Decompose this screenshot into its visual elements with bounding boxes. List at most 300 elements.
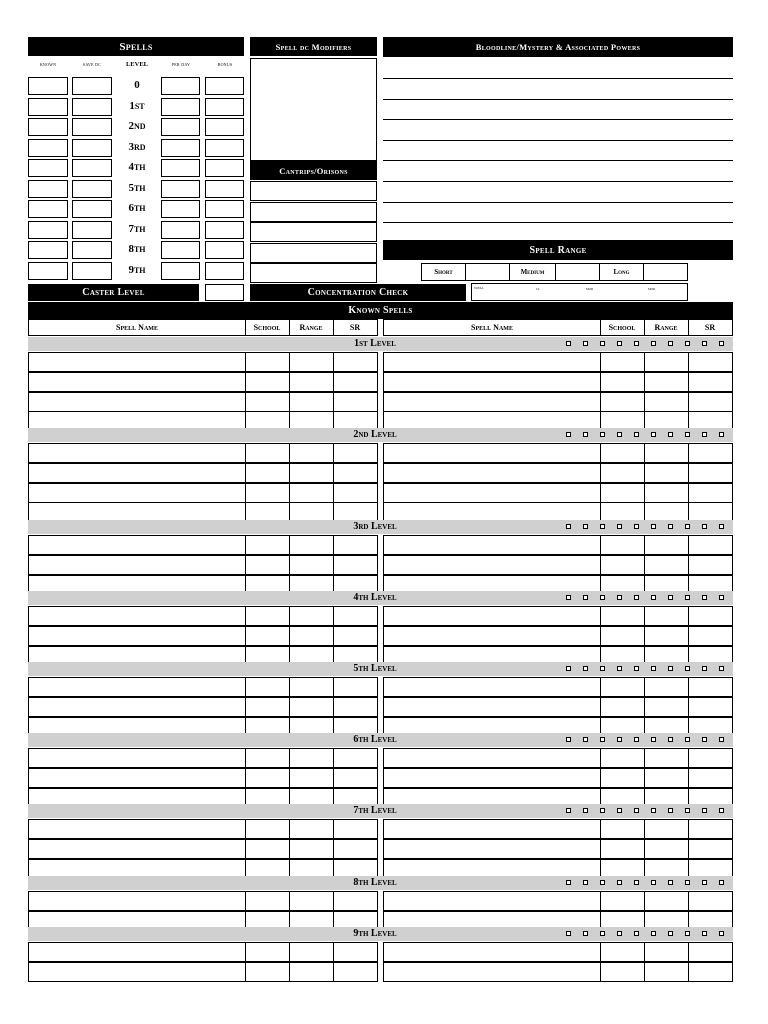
cell-divider	[245, 698, 246, 716]
spell-slot-checkbox[interactable]	[719, 524, 724, 529]
per-day-field[interactable]	[161, 262, 200, 280]
cantrip-row[interactable]	[250, 181, 377, 201]
bloodline-header	[383, 37, 733, 57]
cell-divider	[333, 353, 334, 371]
cell-divider	[600, 840, 601, 858]
spell-slot-checkbox[interactable]	[600, 880, 605, 885]
spell-slot-checkbox[interactable]	[668, 737, 673, 742]
known-spell-row-right[interactable]	[383, 443, 733, 463]
spell-dc-modifiers-title: Spell dc Modifiers	[275, 41, 352, 52]
spell-slot-checkbox[interactable]	[651, 931, 656, 936]
cantrip-row[interactable]	[250, 243, 377, 263]
spell-slot-checkbox[interactable]	[634, 880, 639, 885]
spell-slot-checkbox[interactable]	[600, 808, 605, 813]
cell-divider	[245, 503, 246, 521]
spell-slot-checkbox[interactable]	[668, 341, 673, 346]
known-spell-row-right[interactable]	[383, 891, 733, 911]
cell-divider	[688, 749, 689, 767]
cell-divider	[289, 678, 290, 696]
spell-slot-checkbox[interactable]	[566, 737, 571, 742]
cell-divider	[289, 698, 290, 716]
spell-slot-checkbox[interactable]	[719, 808, 724, 813]
cell-divider	[644, 943, 645, 961]
spell-slot-checkbox[interactable]	[617, 880, 622, 885]
save-dc-field[interactable]	[72, 98, 112, 116]
known-spell-row-left[interactable]	[28, 443, 378, 463]
right-column-header-row	[383, 319, 733, 336]
cell-divider	[600, 373, 601, 391]
cantrip-row[interactable]	[250, 222, 377, 242]
bloodline-line[interactable]	[383, 202, 733, 203]
cell-divider	[289, 484, 290, 502]
spell-level-label: 0	[134, 79, 140, 91]
known-spell-row-left[interactable]	[28, 535, 378, 555]
known-spell-row-left[interactable]	[28, 839, 378, 859]
spell-slot-checkbox[interactable]	[685, 808, 690, 813]
save-dc-field[interactable]	[72, 159, 112, 177]
bloodline-line[interactable]	[383, 140, 733, 141]
known-spell-row-left[interactable]	[28, 891, 378, 911]
cell-divider	[600, 698, 601, 716]
cell-divider	[333, 678, 334, 696]
bloodline-line[interactable]	[383, 78, 733, 79]
cell-divider	[600, 627, 601, 645]
spell-slot-checkbox[interactable]	[617, 595, 622, 600]
spell-slot-checkbox[interactable]	[634, 808, 639, 813]
cell-divider	[333, 503, 334, 521]
spell-slot-checkbox[interactable]	[668, 524, 673, 529]
spell-slot-checkbox[interactable]	[617, 666, 622, 671]
spell-slot-checkbox[interactable]	[719, 432, 724, 437]
spell-slot-checkbox[interactable]	[668, 931, 673, 936]
known-spells-title: Known Spells	[348, 305, 413, 316]
bonus-field[interactable]	[205, 159, 244, 177]
known-spells-header	[28, 302, 733, 319]
spell-slot-checkbox[interactable]	[566, 808, 571, 813]
spell-slot-checkbox[interactable]	[566, 524, 571, 529]
spell-slot-checkbox[interactable]	[719, 341, 724, 346]
cell-divider	[688, 860, 689, 878]
cell-divider	[644, 769, 645, 787]
known-spell-row-left[interactable]	[28, 942, 378, 962]
spell-slot-checkbox[interactable]	[702, 880, 707, 885]
spell-level-label: 2nd	[128, 120, 146, 132]
spell-slot-checkbox[interactable]	[702, 666, 707, 671]
cell-divider	[289, 556, 290, 574]
cell-divider	[289, 820, 290, 838]
spell-slot-checkbox[interactable]	[685, 595, 690, 600]
cell-divider	[289, 393, 290, 411]
range-short-field[interactable]	[465, 263, 510, 281]
cell-divider	[600, 464, 601, 482]
spell-level-label: 3rd	[128, 140, 146, 153]
spell-slot-checkbox[interactable]	[685, 341, 690, 346]
known-spell-row-left[interactable]	[28, 677, 378, 697]
cell-divider	[688, 769, 689, 787]
cell-divider	[245, 963, 246, 981]
cell-divider	[688, 698, 689, 716]
spell-range-title: Spell Range	[529, 244, 587, 256]
cell-divider	[600, 892, 601, 910]
spell-slot-checkbox[interactable]	[634, 432, 639, 437]
cell-divider	[245, 536, 246, 554]
cell-divider	[245, 943, 246, 961]
known-spell-row-left[interactable]	[28, 463, 378, 483]
spell-slot-checkbox[interactable]	[634, 666, 639, 671]
cell-divider	[644, 678, 645, 696]
spell-level-section-label: 9th Level	[353, 928, 397, 939]
spell-dc-modifiers-header	[250, 37, 377, 56]
known-spell-row-left[interactable]	[28, 626, 378, 646]
cell-divider	[644, 607, 645, 625]
known-spell-row-left[interactable]	[28, 555, 378, 575]
cell-divider	[644, 353, 645, 371]
caster-level-field[interactable]	[205, 284, 244, 301]
save-dc-field[interactable]	[72, 139, 112, 157]
bloodline-line[interactable]	[383, 222, 733, 223]
spell-slot-checkbox[interactable]	[583, 880, 588, 885]
cell-divider	[333, 963, 334, 981]
save-dc-field[interactable]	[72, 118, 112, 136]
spell-slot-checkbox[interactable]	[583, 737, 588, 742]
spell-slot-checkbox[interactable]	[719, 666, 724, 671]
known-field[interactable]	[28, 180, 68, 198]
known-field[interactable]	[28, 139, 68, 157]
spell-slot-checkbox[interactable]	[702, 737, 707, 742]
spell-slot-checkbox[interactable]	[566, 666, 571, 671]
spell-level-section-label: 3rd Level	[353, 521, 397, 532]
left-range-header: Range	[299, 323, 323, 332]
bonus-field[interactable]	[205, 180, 244, 198]
known-spell-row-right[interactable]	[383, 962, 733, 982]
known-field[interactable]	[28, 262, 68, 280]
spell-dc-modifiers-field[interactable]	[250, 58, 377, 161]
spell-slot-checkbox[interactable]	[583, 341, 588, 346]
concentration-total: total	[474, 285, 484, 290]
bonus-field[interactable]	[205, 98, 244, 116]
known-field[interactable]	[28, 200, 68, 218]
known-spells-column-headers	[28, 319, 733, 336]
spell-slot-checkbox[interactable]	[719, 737, 724, 742]
known-field[interactable]	[28, 98, 68, 116]
spell-slot-checkbox[interactable]	[600, 737, 605, 742]
bonus-field[interactable]	[205, 77, 244, 95]
spell-slot-checkbox[interactable]	[651, 737, 656, 742]
spell-slot-checkbox[interactable]	[668, 808, 673, 813]
spell-slot-checkbox[interactable]	[583, 666, 588, 671]
spell-slot-checkbox[interactable]	[583, 595, 588, 600]
known-spell-row-right[interactable]	[383, 392, 733, 412]
cantrip-row[interactable]	[250, 263, 377, 283]
known-spell-row-right[interactable]	[383, 372, 733, 392]
spell-slot-checkbox[interactable]	[600, 432, 605, 437]
left-sr-header: SR	[349, 323, 361, 332]
cell-divider	[245, 484, 246, 502]
spell-slot-checkbox[interactable]	[685, 931, 690, 936]
spell-slot-checkbox[interactable]	[617, 432, 622, 437]
spell-slot-checkbox[interactable]	[634, 524, 639, 529]
cell-divider	[333, 484, 334, 502]
cell-divider	[600, 860, 601, 878]
cell-divider	[688, 607, 689, 625]
spell-slot-checkbox[interactable]	[651, 524, 656, 529]
cell-divider	[644, 503, 645, 521]
known-spell-row-left[interactable]	[28, 352, 378, 372]
cell-divider	[600, 444, 601, 462]
cell-divider	[644, 484, 645, 502]
spell-slot-checkbox[interactable]	[702, 432, 707, 437]
spell-range-header	[383, 240, 733, 260]
cell-divider	[644, 749, 645, 767]
cell-divider	[644, 536, 645, 554]
cell-divider	[289, 464, 290, 482]
spell-slot-checkbox[interactable]	[702, 808, 707, 813]
known-spell-row-left[interactable]	[28, 606, 378, 626]
bloodline-line[interactable]	[383, 181, 733, 182]
range-long-field[interactable]	[643, 263, 688, 281]
bonus-field[interactable]	[205, 139, 244, 157]
spell-slot-checkbox[interactable]	[617, 341, 622, 346]
known-spell-row-right[interactable]	[383, 535, 733, 555]
left-school-header: School	[253, 323, 281, 332]
cell-divider	[600, 678, 601, 696]
spell-slot-checkbox[interactable]	[634, 737, 639, 742]
cell-divider	[289, 963, 290, 981]
spell-slot-checkbox[interactable]	[583, 808, 588, 813]
cell-divider	[688, 536, 689, 554]
known-field[interactable]	[28, 77, 68, 95]
cell-divider	[289, 607, 290, 625]
cell-divider	[644, 860, 645, 878]
known-spell-row-right[interactable]	[383, 697, 733, 717]
spell-slot-checkbox[interactable]	[566, 931, 571, 936]
right-spell-name-header: Spell Name	[471, 323, 513, 332]
known-spell-row-left[interactable]	[28, 372, 378, 392]
spell-level-section-label: 6th Level	[353, 734, 397, 745]
spell-slot-checkbox[interactable]	[668, 666, 673, 671]
cell-divider	[333, 749, 334, 767]
bonus-field[interactable]	[205, 262, 244, 280]
cell-divider	[333, 698, 334, 716]
known-spell-row-right[interactable]	[383, 483, 733, 503]
spell-slot-checkbox[interactable]	[702, 341, 707, 346]
cell-divider	[644, 698, 645, 716]
known-spell-row-left[interactable]	[28, 819, 378, 839]
spell-slot-checkbox[interactable]	[617, 524, 622, 529]
cell-divider	[289, 840, 290, 858]
spell-slot-checkbox[interactable]	[600, 666, 605, 671]
spell-slot-checkbox[interactable]	[566, 432, 571, 437]
spell-slot-checkbox[interactable]	[719, 880, 724, 885]
cell-divider	[688, 943, 689, 961]
cell-divider	[289, 373, 290, 391]
per-day-field[interactable]	[161, 77, 200, 95]
known-field[interactable]	[28, 221, 68, 239]
cell-divider	[333, 769, 334, 787]
cell-divider	[688, 444, 689, 462]
known-spell-row-right[interactable]	[383, 768, 733, 788]
cell-divider	[333, 840, 334, 858]
bonus-field[interactable]	[205, 241, 244, 259]
spell-slot-checkbox[interactable]	[566, 341, 571, 346]
cell-divider	[245, 353, 246, 371]
spell-slot-checkbox[interactable]	[719, 931, 724, 936]
caster-level-text: Caster Level	[82, 287, 145, 298]
known-spell-row-right[interactable]	[383, 626, 733, 646]
cell-divider	[289, 627, 290, 645]
known-field[interactable]	[28, 118, 68, 136]
known-spell-row-left[interactable]	[28, 483, 378, 503]
spell-slot-checkbox[interactable]	[702, 595, 707, 600]
spell-level-label: 4th	[128, 161, 146, 173]
per-day-field[interactable]	[161, 200, 200, 218]
bloodline-line[interactable]	[383, 99, 733, 100]
col-bonus-label: bonus	[217, 63, 233, 68]
known-spell-row-left[interactable]	[28, 748, 378, 768]
spells-title: Spells	[119, 40, 153, 53]
cell-divider	[600, 607, 601, 625]
cell-divider	[289, 860, 290, 878]
per-day-field[interactable]	[161, 139, 200, 157]
spell-slot-checkbox[interactable]	[634, 931, 639, 936]
cell-divider	[644, 556, 645, 574]
caster-level-label	[28, 284, 199, 301]
spell-slot-checkbox[interactable]	[600, 341, 605, 346]
cell-divider	[600, 353, 601, 371]
known-spell-row-right[interactable]	[383, 606, 733, 626]
spell-slot-checkbox[interactable]	[583, 524, 588, 529]
spell-slot-checkbox[interactable]	[651, 595, 656, 600]
per-day-field[interactable]	[161, 118, 200, 136]
save-dc-field[interactable]	[72, 180, 112, 198]
cell-divider	[600, 536, 601, 554]
save-dc-field[interactable]	[72, 77, 112, 95]
cell-divider	[688, 627, 689, 645]
spell-slot-checkbox[interactable]	[600, 524, 605, 529]
save-dc-field[interactable]	[72, 241, 112, 259]
cell-divider	[600, 749, 601, 767]
spell-slot-checkbox[interactable]	[583, 931, 588, 936]
cell-divider	[688, 963, 689, 981]
cell-divider	[333, 464, 334, 482]
known-spell-row-left[interactable]	[28, 392, 378, 412]
spell-slot-checkbox[interactable]	[685, 880, 690, 885]
cell-divider	[600, 484, 601, 502]
known-spell-row-right[interactable]	[383, 748, 733, 768]
spell-level-label: 8th	[128, 243, 146, 255]
known-spell-row-left[interactable]	[28, 768, 378, 788]
spell-level-section-label: 1st Level	[354, 338, 396, 349]
spell-slot-checkbox[interactable]	[651, 666, 656, 671]
spell-slot-checkbox[interactable]	[702, 931, 707, 936]
cell-divider	[245, 627, 246, 645]
save-dc-field[interactable]	[72, 262, 112, 280]
bloodline-line[interactable]	[383, 119, 733, 120]
spell-slot-checkbox[interactable]	[668, 880, 673, 885]
spell-slot-checkbox[interactable]	[634, 341, 639, 346]
spell-slot-checkbox[interactable]	[651, 341, 656, 346]
bonus-field[interactable]	[205, 221, 244, 239]
spell-slot-checkbox[interactable]	[685, 432, 690, 437]
spell-slot-checkbox[interactable]	[685, 737, 690, 742]
known-spell-row-right[interactable]	[383, 677, 733, 697]
spell-slot-checkbox[interactable]	[566, 880, 571, 885]
spell-slot-checkbox[interactable]	[617, 737, 622, 742]
spell-level-section-label: 8th Level	[353, 877, 397, 888]
known-spell-row-right[interactable]	[383, 352, 733, 372]
cell-divider	[600, 963, 601, 981]
cell-divider	[333, 860, 334, 878]
col-level-label: LEVEL	[125, 61, 149, 68]
range-medium-field[interactable]	[555, 263, 600, 281]
spell-slot-checkbox[interactable]	[651, 880, 656, 885]
cell-divider	[289, 503, 290, 521]
spell-slot-checkbox[interactable]	[668, 432, 673, 437]
spell-slot-checkbox[interactable]	[617, 808, 622, 813]
col-per-day-label: per day	[171, 63, 191, 68]
known-spell-row-left[interactable]	[28, 697, 378, 717]
per-day-field[interactable]	[161, 241, 200, 259]
cantrip-row[interactable]	[250, 202, 377, 222]
known-spell-row-right[interactable]	[383, 839, 733, 859]
spell-slot-checkbox[interactable]	[600, 595, 605, 600]
spell-slot-checkbox[interactable]	[685, 666, 690, 671]
bonus-field[interactable]	[205, 200, 244, 218]
cell-divider	[688, 503, 689, 521]
concentration-field[interactable]	[471, 283, 688, 301]
spell-slot-checkbox[interactable]	[566, 595, 571, 600]
spell-slot-checkbox[interactable]	[600, 931, 605, 936]
spell-slot-checkbox[interactable]	[719, 595, 724, 600]
save-dc-field[interactable]	[72, 200, 112, 218]
cell-divider	[644, 464, 645, 482]
spell-slot-checkbox[interactable]	[651, 432, 656, 437]
spell-slot-checkbox[interactable]	[617, 931, 622, 936]
spell-slot-checkbox[interactable]	[668, 595, 673, 600]
left-spell-name-header: Spell Name	[116, 323, 158, 332]
spell-slot-checkbox[interactable]	[634, 595, 639, 600]
spell-level-label: 7th	[128, 222, 146, 235]
cell-divider	[245, 556, 246, 574]
known-spell-row-left[interactable]	[28, 962, 378, 982]
cell-divider	[600, 820, 601, 838]
concentration-label	[250, 284, 466, 301]
per-day-field[interactable]	[161, 98, 200, 116]
per-day-field[interactable]	[161, 180, 200, 198]
spell-level-label: 6th	[128, 202, 146, 214]
save-dc-field[interactable]	[72, 221, 112, 239]
cell-divider	[644, 892, 645, 910]
spell-slot-checkbox[interactable]	[583, 432, 588, 437]
spell-level-section-label: 7th Level	[353, 805, 397, 816]
known-spell-row-right[interactable]	[383, 555, 733, 575]
cell-divider	[600, 393, 601, 411]
cell-divider	[644, 373, 645, 391]
bloodline-line[interactable]	[383, 160, 733, 161]
known-field[interactable]	[28, 241, 68, 259]
known-spell-row-right[interactable]	[383, 819, 733, 839]
known-field[interactable]	[28, 159, 68, 177]
bonus-field[interactable]	[205, 118, 244, 136]
spell-slot-checkbox[interactable]	[702, 524, 707, 529]
per-day-field[interactable]	[161, 221, 200, 239]
known-spell-row-right[interactable]	[383, 463, 733, 483]
per-day-field[interactable]	[161, 159, 200, 177]
spell-slot-checkbox[interactable]	[685, 524, 690, 529]
known-spell-row-right[interactable]	[383, 942, 733, 962]
spell-slot-checkbox[interactable]	[651, 808, 656, 813]
cell-divider	[644, 393, 645, 411]
